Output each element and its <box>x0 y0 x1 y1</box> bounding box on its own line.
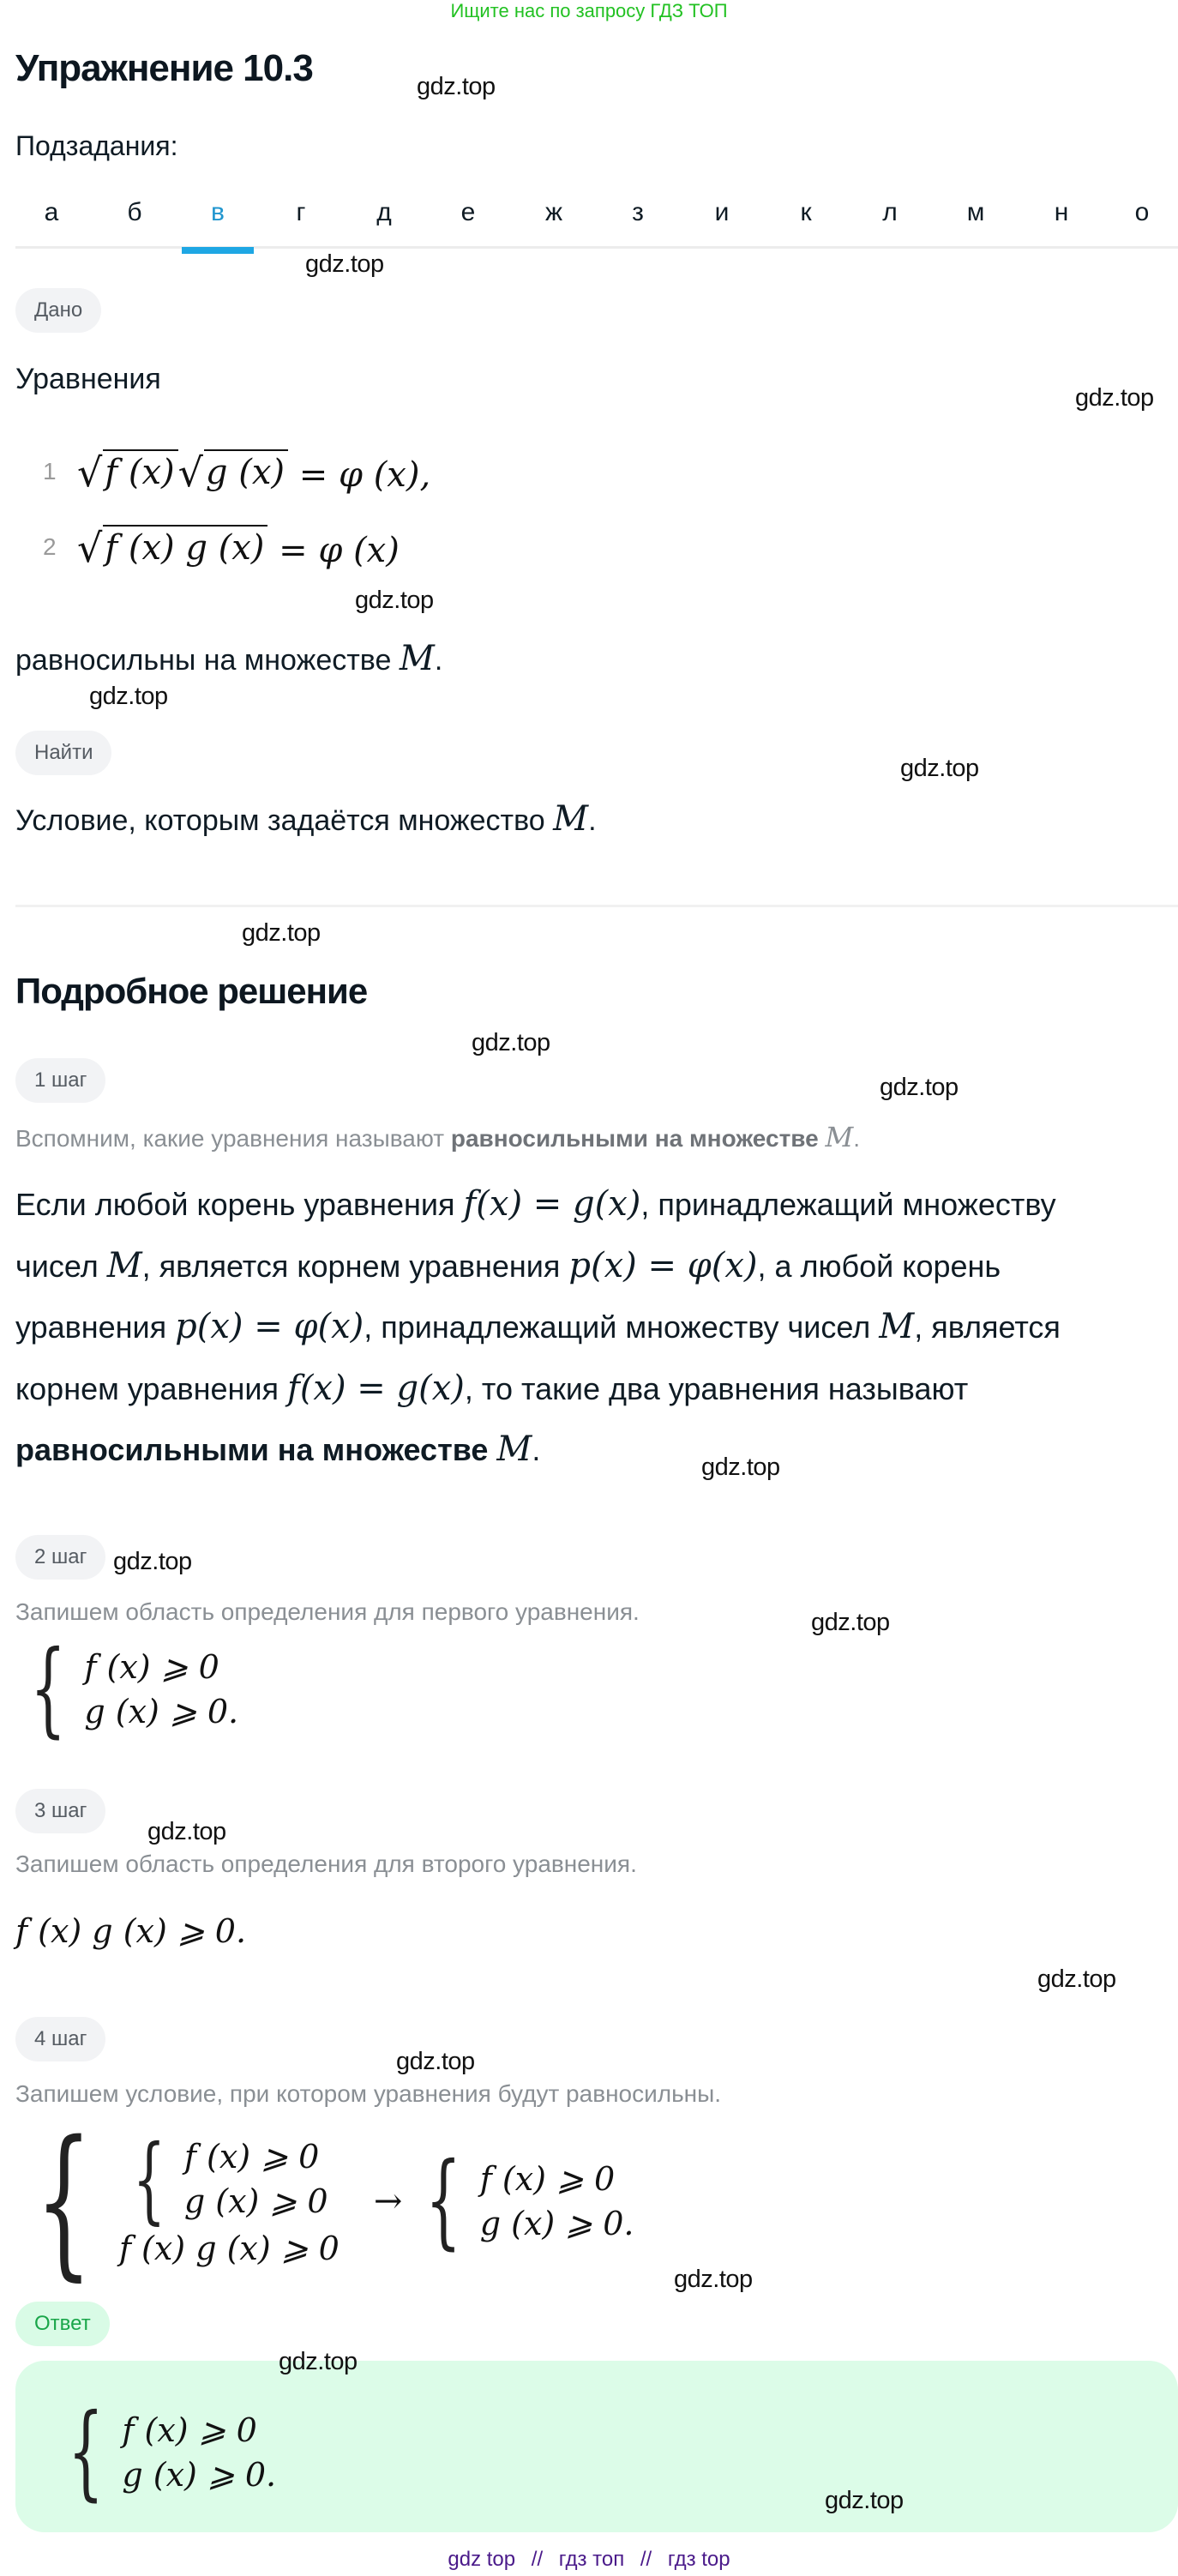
tab-b[interactable]: б <box>127 198 142 226</box>
left-brace-icon: { <box>68 2392 105 2512</box>
watermark: gdz.top <box>811 1609 890 1636</box>
watermark: gdz.top <box>89 683 168 710</box>
step-1-badge: 1 шаг <box>15 1058 105 1103</box>
find-text: Условие, которым задаётся множество M. <box>15 799 597 839</box>
step-3-badge: 3 шаг <box>15 1789 105 1833</box>
tab-o[interactable]: о <box>1134 198 1150 226</box>
watermark: gdz.top <box>305 250 384 278</box>
footer-link-gdz-top-mixed[interactable]: гдз top <box>667 2548 730 2571</box>
watermark: gdz.top <box>147 1818 226 1845</box>
tab-zh[interactable]: ж <box>544 198 563 226</box>
footer-separator: // <box>640 2548 652 2571</box>
tab-e[interactable]: е <box>460 198 476 226</box>
equation-2-formula: √ f (x) g (x) = φ (x) <box>77 524 400 571</box>
subtask-tabs <box>15 190 1178 249</box>
tab-k[interactable]: к <box>800 198 812 226</box>
step-2-badge: 2 шаг <box>15 1535 105 1580</box>
given-badge: Дано <box>15 288 101 333</box>
equation-2 <box>43 521 400 573</box>
step-4-text: Запишем условие, при котором уравнения будут равносильны. <box>15 2080 722 2107</box>
equation-1 <box>43 446 430 497</box>
watermark: gdz.top <box>417 73 496 100</box>
subtasks-label: Подзадания: <box>15 130 178 161</box>
watermark: gdz.top <box>1075 384 1154 412</box>
definition-line: Если любой корень уравнения f(x) = g(x), принадлежащий множеству <box>15 1184 1056 1224</box>
equation-number: 1 <box>43 458 57 485</box>
tab-a[interactable]: а <box>44 198 59 226</box>
step-3-formula: f (x) g (x) ⩾ 0. <box>15 1912 247 1950</box>
section-divider <box>15 905 1178 907</box>
footer-link-gdz-top-ru[interactable]: гдз топ <box>558 2548 625 2571</box>
watermark: gdz.top <box>472 1029 550 1056</box>
definition-line: равносильными на множестве M. <box>15 1429 541 1469</box>
tab-i[interactable]: и <box>714 198 730 226</box>
step-4-badge: 4 шаг <box>15 2017 105 2061</box>
watermark: gdz.top <box>1037 1965 1116 1993</box>
find-badge: Найти <box>15 731 111 775</box>
equation-1-formula: √ f (x) √ g (x) = φ (x), <box>77 448 431 496</box>
left-brace-icon: { <box>30 1629 67 1748</box>
watermark: gdz.top <box>113 1548 192 1575</box>
definition-line: уравнения p(x) = φ(x), принадлежащий множеству чисел M, является <box>15 1307 1061 1346</box>
step-3-text: Запишем область определения для второго уравнения. <box>15 1851 637 1877</box>
footer-separator: // <box>531 2548 544 2571</box>
tab-l[interactable]: л <box>882 198 898 226</box>
watermark: gdz.top <box>396 2048 475 2075</box>
page-title: Упражнение 10.3 <box>15 47 313 89</box>
answer-system: { f (x) ⩾ 0 g (x) ⩾ 0. <box>68 2392 277 2512</box>
footer-link-gdz-top[interactable]: gdz top <box>448 2548 516 2571</box>
watermark: gdz.top <box>674 2266 753 2293</box>
watermark: gdz.top <box>900 755 979 782</box>
step-2-system: { f (x) ⩾ 0 g (x) ⩾ 0. <box>30 1629 239 1748</box>
given-tail: равносильны на множестве M. <box>15 639 443 678</box>
tab-d[interactable]: д <box>376 198 392 226</box>
step-4-system: { { f (x) ⩾ 0 g (x) ⩾ 0 f (x) g (x) ⩾ 0 → { f (x) ⩾ 0 g (x) ⩾ 0. <box>35 2106 634 2296</box>
arrow-right-icon: → <box>373 2182 403 2221</box>
search-us-banner: Ищите нас по запросу ГДЗ ТОП <box>450 0 728 21</box>
step-1-definition <box>15 1174 1164 1481</box>
tab-n[interactable]: н <box>1054 198 1069 226</box>
step-2-text: Запишем область определения для первого уравнения. <box>15 1598 640 1625</box>
watermark: gdz.top <box>242 919 321 947</box>
definition-line: чисел M, является корнем уравнения p(x) = φ(x), а любой корень <box>15 1245 1001 1285</box>
watermark: gdz.top <box>880 1074 959 1101</box>
watermark: gdz.top <box>825 2487 904 2514</box>
left-brace-icon: { <box>425 2141 462 2260</box>
given-intro: Уравнения <box>15 363 161 395</box>
tab-z[interactable]: з <box>632 198 644 226</box>
footer-links <box>0 2547 1178 2573</box>
watermark: gdz.top <box>701 1454 780 1481</box>
tab-m[interactable]: м <box>966 198 985 226</box>
watermark: gdz.top <box>279 2348 358 2375</box>
solution-title: Подробное решение <box>15 971 368 1011</box>
tab-g[interactable]: г <box>296 198 306 226</box>
definition-line: корнем уравнения f(x) = g(x), то такие два уравнения называют <box>15 1368 969 1408</box>
watermark: gdz.top <box>355 587 434 614</box>
step-1-intro: Вспомним, какие уравнения называют равносильными на множестве M. <box>15 1121 861 1153</box>
left-brace-icon: { <box>35 2106 93 2296</box>
answer-badge: Ответ <box>15 2302 110 2346</box>
equation-number: 2 <box>43 533 57 560</box>
left-brace-icon: { <box>132 2124 166 2234</box>
tab-v[interactable]: в <box>182 196 254 249</box>
